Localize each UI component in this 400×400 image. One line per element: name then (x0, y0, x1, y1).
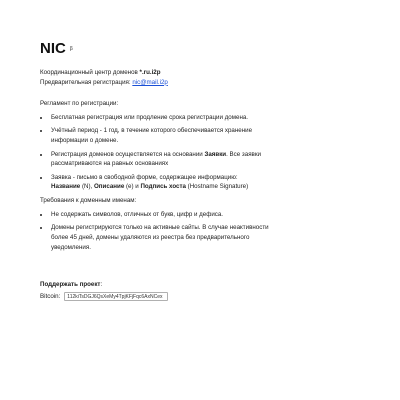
field-description-note: (e) и (124, 183, 141, 191)
application-term: Заявки (204, 150, 227, 158)
center-line (40, 68, 270, 78)
page-title (40, 40, 270, 58)
bitcoin-row (40, 292, 270, 302)
rules-heading: Регламент по регистрации: (40, 100, 119, 108)
requirements-list (40, 210, 270, 252)
site-title: NIC (40, 40, 66, 57)
center-text: Координационный центр доменов (40, 69, 140, 76)
rules-item-application-format (50, 173, 270, 192)
rules-item-text: Бесплатная регистрация или продление срока регистрации домена. (51, 113, 249, 121)
content (40, 40, 270, 301)
requirements-item-text: Домены регистрируются только на активные сайты. В случае неактивности более 45 дней, домены удаляются из реестра без предварительного уведомления. (51, 224, 269, 251)
rules-list (40, 113, 270, 192)
requirements-item-text: Не содержать символов, отличных от букв, цифр и дефиса. (51, 210, 224, 218)
donate-title: Поддержать проект (40, 281, 101, 289)
rules-item-text: . Все заявки рассматриваются на равных основаниях (51, 150, 262, 168)
bitcoin-label: Bitcoin: (40, 292, 61, 300)
field-signature-note: (Hostname Signature) (185, 183, 249, 191)
site-info (40, 68, 270, 87)
field-name-label: Название (51, 183, 81, 191)
prereg-text: Предварительная регистрация: (40, 78, 133, 86)
donate-title-colon: : (100, 281, 103, 289)
field-description-label: Описание (93, 183, 125, 191)
rules-item-period (50, 126, 270, 145)
field-name-note: (N), (80, 183, 94, 191)
bitcoin-address-field[interactable] (64, 292, 168, 301)
prereg-email-link[interactable]: nic@mail.i2p (132, 78, 168, 86)
prereg-line (40, 78, 270, 88)
field-signature-label: Подпись хоста (140, 183, 186, 191)
rules-item-text: Учётный период - 1 год, в течение которого обеспечивается хранение информации о домене. (51, 127, 253, 145)
donate-section (40, 280, 270, 301)
beta-badge: β (69, 46, 73, 52)
requirements-item-active (50, 223, 270, 252)
donate-heading (40, 280, 270, 290)
zone-name: *.ru.i2p (139, 69, 161, 76)
rules-item-text: Заявка - письмо в свободной форме, содержащее информацию: (51, 173, 238, 181)
rules-item-application (50, 150, 270, 169)
requirements-item-charset (50, 210, 270, 220)
rules-item-free (50, 113, 270, 123)
rules-item-text: Регистрация доменов осуществляется на основании (51, 150, 205, 158)
requirements-heading: Требования к доменным именам: (40, 197, 137, 205)
